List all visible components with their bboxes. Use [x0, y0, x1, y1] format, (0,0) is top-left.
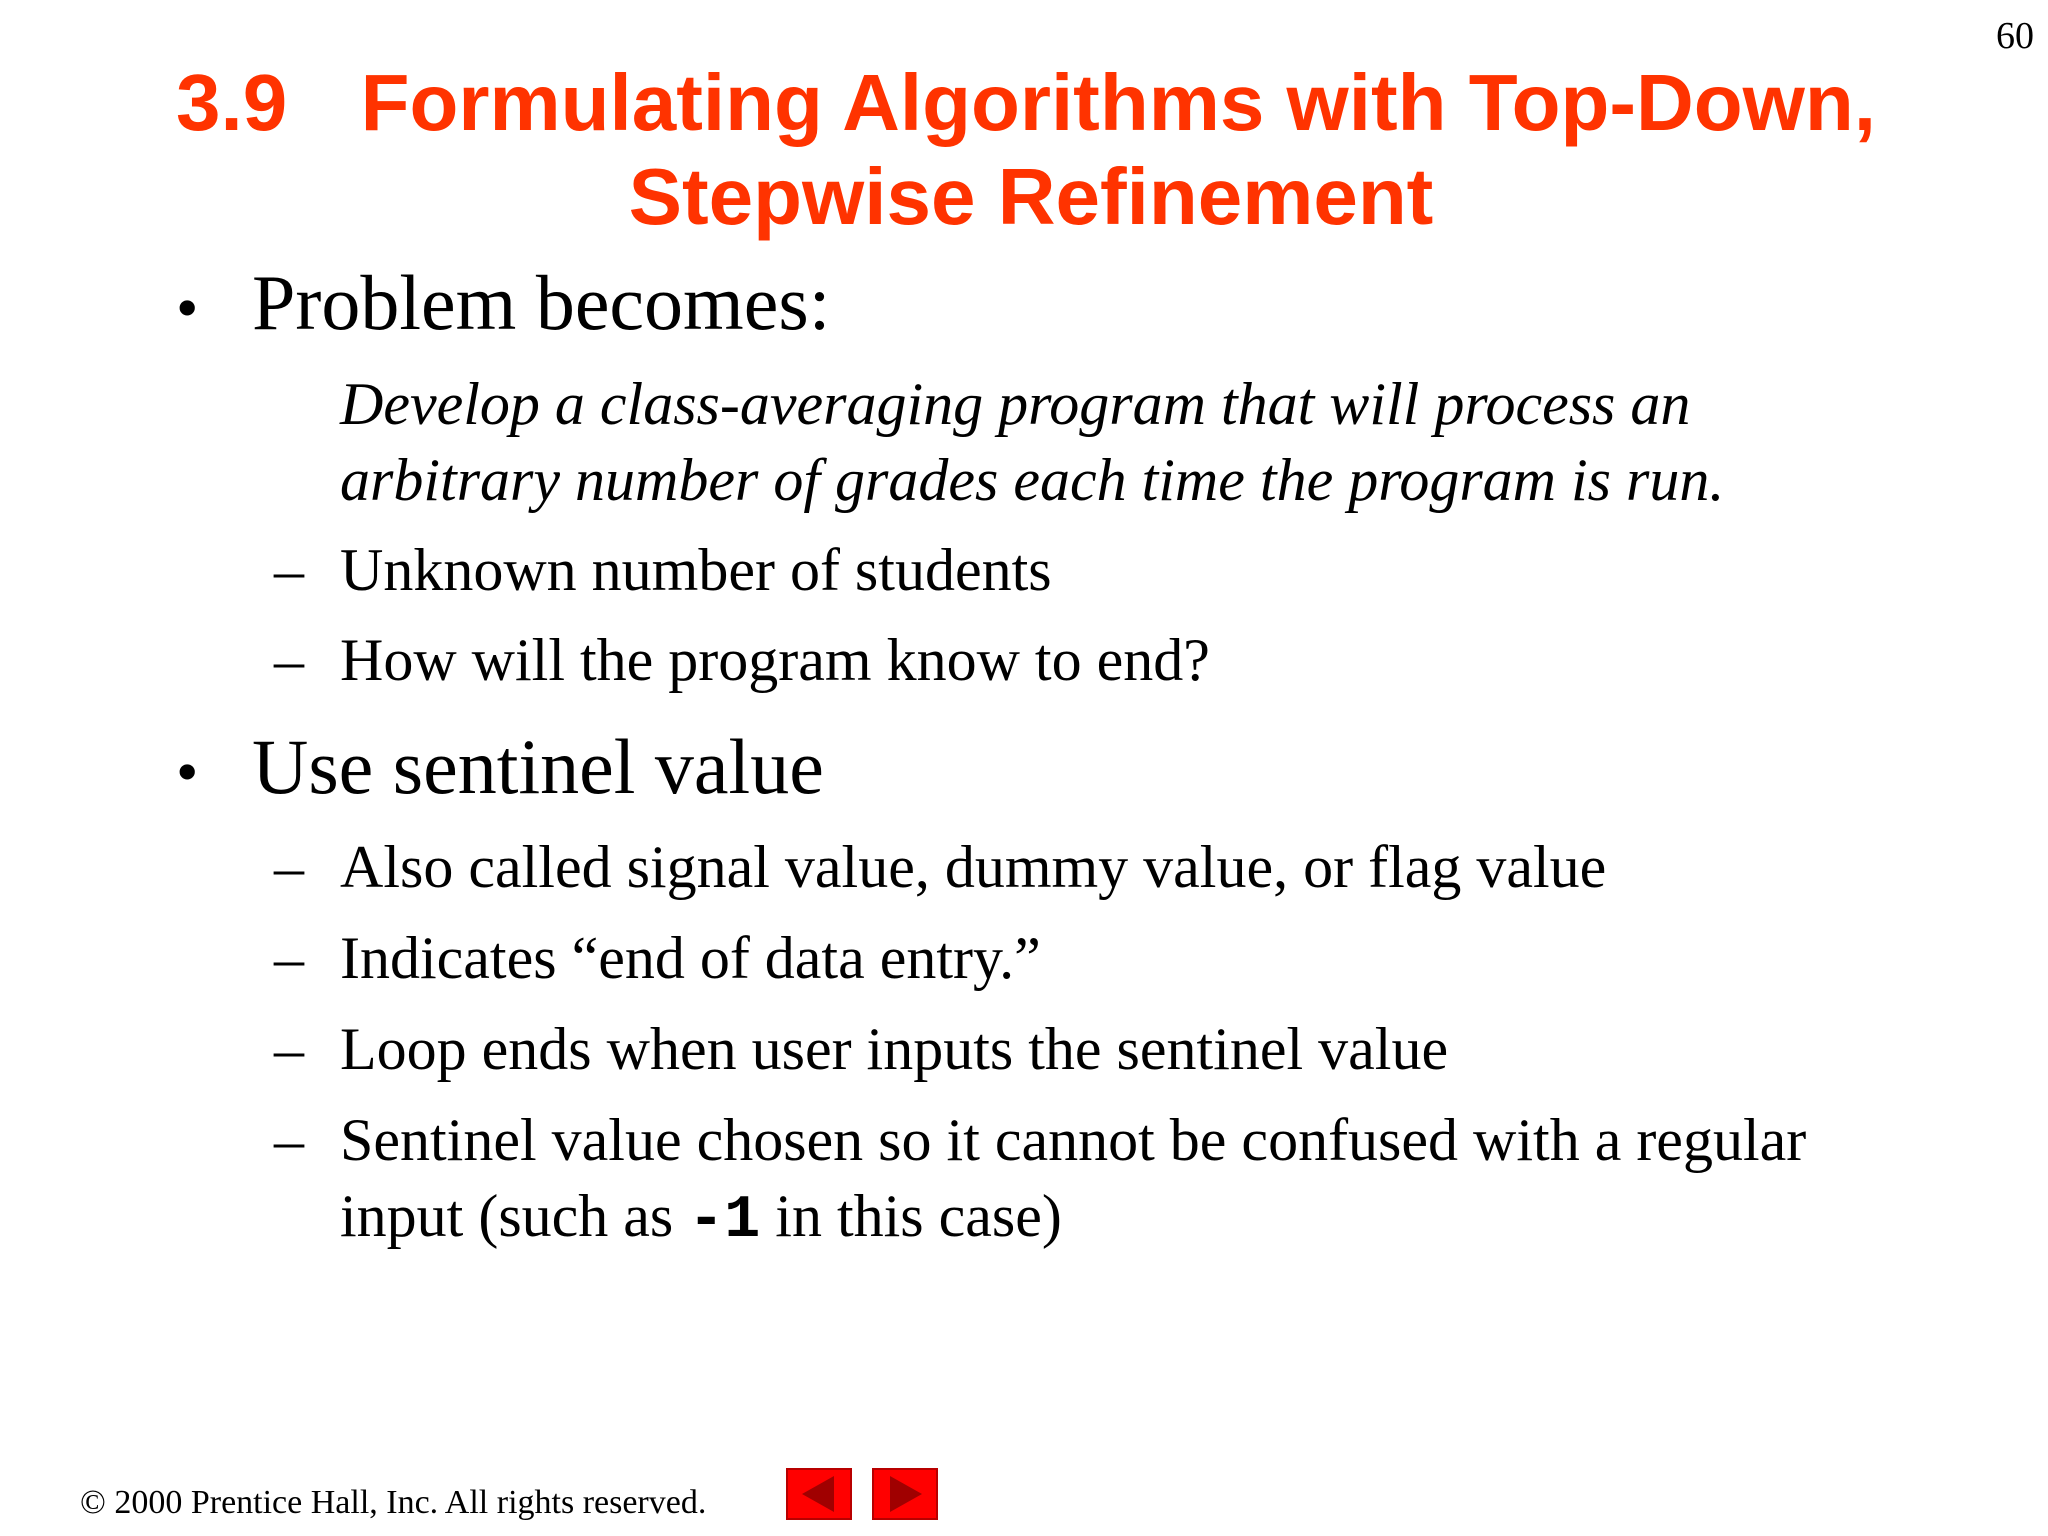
previous-slide-button[interactable] — [786, 1468, 852, 1520]
bullet-icon: • — [176, 272, 199, 343]
dash-icon: – — [274, 925, 304, 991]
subitem-unknown-students — [274, 533, 1052, 607]
dash-icon: – — [274, 834, 304, 900]
continuation-text-before: input (such as — [340, 1183, 689, 1249]
page-number: 60 — [1996, 15, 2034, 57]
subitem-text: Loop ends when user inputs the sentinel value — [340, 1016, 1449, 1082]
subitem-know-to-end — [274, 623, 1210, 697]
sentinel-code: -1 — [688, 1187, 761, 1255]
left-arrow-icon — [788, 1470, 850, 1518]
subitem-sentinel-continuation — [340, 1179, 1062, 1258]
subitem-sentinel-chosen — [274, 1103, 1806, 1177]
slide-title — [176, 56, 1876, 244]
subitem-text: Unknown number of students — [340, 537, 1052, 603]
problem-statement-line-1: Develop a class-averaging program that will process an — [340, 371, 1691, 437]
copyright-footer: © 2000 Prentice Hall, Inc. All rights reserved. — [80, 1484, 707, 1521]
subitem-also-called — [274, 830, 1606, 904]
bullet-text: Problem becomes: — [252, 259, 831, 346]
bullet-icon: • — [176, 736, 199, 807]
subitem-text: Sentinel value chosen so it cannot be confused with a regular — [340, 1107, 1807, 1173]
subitem-text: Also called signal value, dummy value, or flag value — [340, 834, 1607, 900]
title-line-1 — [176, 56, 1876, 150]
next-slide-button[interactable] — [872, 1468, 938, 1520]
bullet-problem-becomes — [176, 258, 830, 348]
dash-icon: – — [274, 1107, 304, 1173]
continuation-text-after: in this case) — [760, 1183, 1062, 1249]
subitem-text: Indicates “end of data entry.” — [340, 925, 1041, 991]
title-text-line-1: Formulating Algorithms with Top-Down, — [360, 58, 1876, 147]
subitem-end-of-data — [274, 921, 1041, 995]
problem-statement-line-2: arbitrary number of grades each time the program is run. — [340, 447, 1725, 513]
dash-icon: – — [274, 627, 304, 693]
subitem-text: How will the program know to end? — [340, 627, 1210, 693]
title-text-line-2: Stepwise Refinement — [628, 152, 1434, 241]
subitem-loop-ends — [274, 1012, 1448, 1086]
dash-icon: – — [274, 537, 304, 603]
bullet-sentinel-value — [176, 722, 824, 812]
section-number: 3.9 — [176, 58, 288, 147]
dash-icon: – — [274, 1016, 304, 1082]
right-arrow-icon — [874, 1470, 936, 1518]
bullet-text: Use sentinel value — [252, 723, 824, 810]
